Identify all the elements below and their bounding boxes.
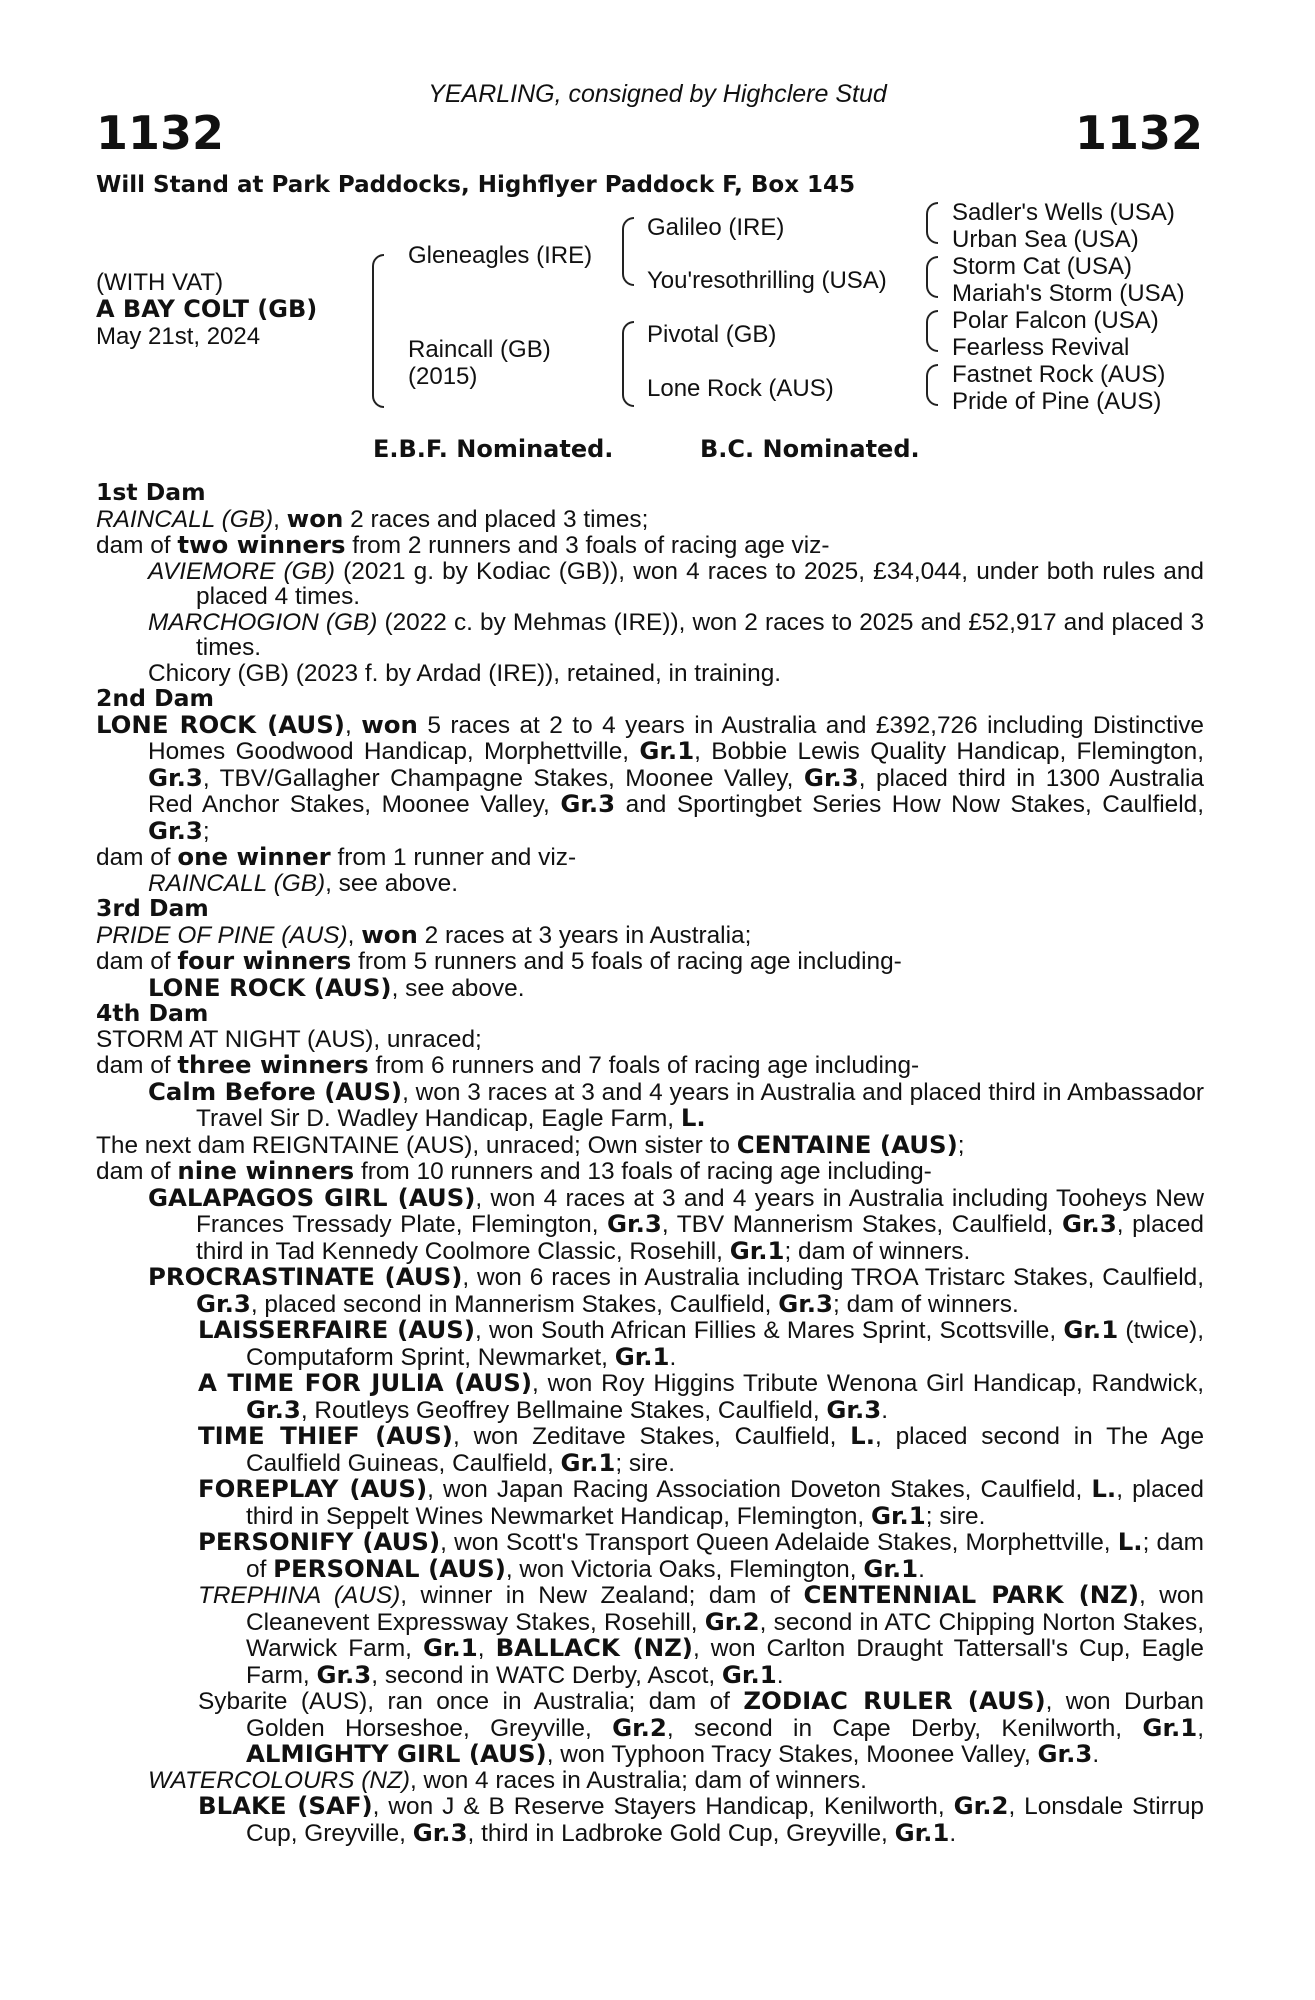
ped-dds: Fastnet Rock (AUS) — [952, 361, 1166, 388]
next-dam-laisserfaire: LAISSERFAIRE (AUS), won South African Fillies & Mares Sprint, Scottsville, Gr.1 (twice), Computaform Sprint, Newmarket, Gr.1. — [198, 1315, 1204, 1371]
bc-nomination: B.C. Nominated. — [700, 435, 920, 463]
dam3-produce-summary: dam of four winners from 5 runners and 5 foals of racing age including- — [96, 946, 902, 975]
dam1-produce-2: MARCHOGION (GB) (2022 c. by Mehmas (IRE)), won 2 races to 2025 and £52,917 and placed 3 times. — [148, 608, 1205, 661]
next-dam-watercolours: WATERCOLOURS (NZ), won 4 races in Australia; dam of winners. — [148, 1766, 867, 1794]
dam: Raincall (GB) — [408, 336, 551, 363]
dam4-record: STORM AT NIGHT (AUS), unraced; — [96, 1025, 482, 1053]
next-dam-a-time-for-julia: A TIME FOR JULIA (AUS), won Roy Higgins Tribute Wenona Girl Handicap, Randwick, Gr.3, Routleys Geoffrey Bellmaine Stakes, Caulfield, Gr.3. — [198, 1368, 1204, 1424]
ped-sds: Storm Cat (USA) — [952, 253, 1133, 280]
ped-sdd: Mariah's Storm (USA) — [952, 280, 1185, 307]
stand-location: Will Stand at Park Paddocks, Highflyer Paddock F, Box 145 — [96, 172, 856, 198]
next-dam-blake: BLAKE (SAF), won J & B Reserve Stayers Handicap, Kenilworth, Gr.2, Lonsdale Stirrup Cup, Greyville, Gr.3, third in Ladbroke Gold Cup, Greyville, Gr.1. — [198, 1791, 1204, 1847]
next-dam-sybarite: Sybarite (AUS), ran once in Australia; dam of ZODIAC RULER (AUS), won Durban Golden Horseshoe, Greyville, Gr.2, second in Cape Derby, Kenilworth, Gr.1, ALMIGHTY GIRL (AUS), won Typhoon Tracy Stakes, Moonee Valley, Gr.3. — [198, 1686, 1205, 1768]
dam1-produce-summary: dam of two winners from 2 runners and 3 foals of racing age viz- — [96, 530, 830, 559]
family-details — [96, 480, 1204, 1846]
catalogue-subtitle: YEARLING, consigned by Highclere Stud — [428, 80, 887, 108]
next-dam-personify: PERSONIFY (AUS), won Scott's Transport Queen Adelaide Stakes, Morphettville, L.; dam of PERSONAL (AUS), won Victoria Oaks, Flemington, Gr.1. — [198, 1527, 1204, 1583]
sire-sire: Galileo (IRE) — [647, 214, 785, 241]
next-dam-procrastinate: PROCRASTINATE (AUS), won 6 races in Australia including TROA Tristarc Stakes, Caulfield, Gr.3, placed second in Mannerism Stakes, Caulfield, Gr.3; dam of winners. — [148, 1262, 1204, 1318]
ebf-nomination: E.B.F. Nominated. — [373, 435, 614, 463]
dam2-heading: 2nd Dam — [96, 684, 214, 712]
foaling-date: May 21st, 2024 — [96, 323, 261, 350]
dam4-heading: 4th Dam — [96, 999, 209, 1027]
next-dam-produce-summary: dam of nine winners from 10 runners and 13 foals of racing age including- — [96, 1156, 932, 1185]
lot-number-right: 1132 — [1074, 106, 1203, 160]
brace-sire — [622, 217, 634, 286]
next-dam-foreplay: FOREPLAY (AUS), won Japan Racing Association Doveton Stakes, Caulfield, L., placed third in Seppelt Wines Newmarket Handicap, Flemington, Gr.1; sire. — [198, 1474, 1204, 1530]
ped-dss: Polar Falcon (USA) — [952, 307, 1159, 334]
dam4-produce-1: Calm Before (AUS), won 3 races at 3 and 4 years in Australia and placed third in Ambassador Travel Sir D. Wadley Handicap, Eagle Farm, L. — [148, 1076, 1205, 1132]
dam-dam: Lone Rock (AUS) — [647, 375, 834, 402]
sire: Gleneagles (IRE) — [408, 242, 593, 269]
next-dam-record: The next dam REIGNTAINE (AUS), unraced; Own sister to CENTAINE (AUS); — [96, 1129, 965, 1159]
brace-dam — [622, 321, 634, 407]
brace-dd — [926, 364, 938, 406]
dam1-record: RAINCALL (GB), won 2 races and placed 3 times; — [96, 503, 649, 533]
brace-ss — [926, 202, 938, 244]
dam3-heading: 3rd Dam — [96, 894, 209, 922]
dam3-produce-1: LONE ROCK (AUS), see above. — [148, 972, 525, 1002]
ped-ddd: Pride of Pine (AUS) — [952, 388, 1162, 415]
brace-ds — [926, 310, 938, 352]
vat-note: (WITH VAT) — [96, 269, 224, 296]
sire-dam: You'resothrilling (USA) — [647, 267, 887, 294]
dam2-record: LONE ROCK (AUS), won 5 races at 2 to 4 years in Australia and £392,726 including Distinctive Homes Goodwood Handicap, Morphettville, Gr.1, Bobbie Lewis Quality Handicap, Flemington, Gr.3, TBV/Gallagher Champagne Stakes, Moonee Valley, Gr.3, placed third in 1300 Australia Red Anchor Stakes, Moonee Valley, Gr.3 and Sportingbet Series How Now Stakes, Caulfield, Gr.3; — [96, 709, 1204, 845]
dam4-produce-summary: dam of three winners from 6 runners and 7 foals of racing age including- — [96, 1050, 920, 1079]
next-dam-trephina: TREPHINA (AUS), winner in New Zealand; dam of CENTENNIAL PARK (NZ), won Cleanevent Expressway Stakes, Rosehill, Gr.2, second in ATC Chipping Norton Stakes, Warwick Farm, Gr.1, BALLACK (NZ), won Carlton Draught Tattersall's Cup, Eagle Farm, Gr.3, second in WATC Derby, Ascot, Gr.1. — [198, 1580, 1204, 1689]
lot-number-left: 1132 — [96, 106, 225, 160]
dam3-record: PRIDE OF PINE (AUS), won 2 races at 3 years in Australia; — [96, 919, 752, 949]
ped-ssd: Urban Sea (USA) — [952, 226, 1139, 253]
ped-sss: Sadler's Wells (USA) — [952, 199, 1175, 226]
horse-name: A BAY COLT (GB) — [96, 295, 318, 323]
next-dam-time-thief: TIME THIEF (AUS), won Zeditave Stakes, Caulfield, L., placed second in The Age Caulfield Guineas, Caulfield, Gr.1; sire. — [198, 1421, 1205, 1477]
dam1-produce-1: AVIEMORE (GB) (2021 g. by Kodiac (GB)), won 4 races to 2025, £34,044, under both rules and placed 4 times. — [148, 557, 1204, 610]
dam2-produce-1: RAINCALL (GB), see above. — [148, 869, 458, 897]
next-dam-galapagos-girl: GALAPAGOS GIRL (AUS), won 4 races at 3 and 4 years in Australia including Tooheys New Frances Tressady Plate, Flemington, Gr.3, TBV Mannerism Stakes, Caulfield, Gr.3, placed third in Tad Kennedy Coolmore Classic, Rosehill, Gr.1; dam of winners. — [148, 1182, 1205, 1265]
dam-year: (2015) — [408, 363, 478, 390]
ped-dsd: Fearless Revival — [952, 334, 1130, 361]
dam1-heading: 1st Dam — [96, 478, 206, 506]
brace-sd — [926, 256, 938, 298]
brace-gen1 — [372, 254, 384, 408]
dam2-produce-summary: dam of one winner from 1 runner and viz- — [96, 842, 577, 871]
dam-sire: Pivotal (GB) — [647, 321, 777, 348]
dam1-produce-3: Chicory (GB) (2023 f. by Ardad (IRE)), retained, in training. — [148, 659, 782, 687]
